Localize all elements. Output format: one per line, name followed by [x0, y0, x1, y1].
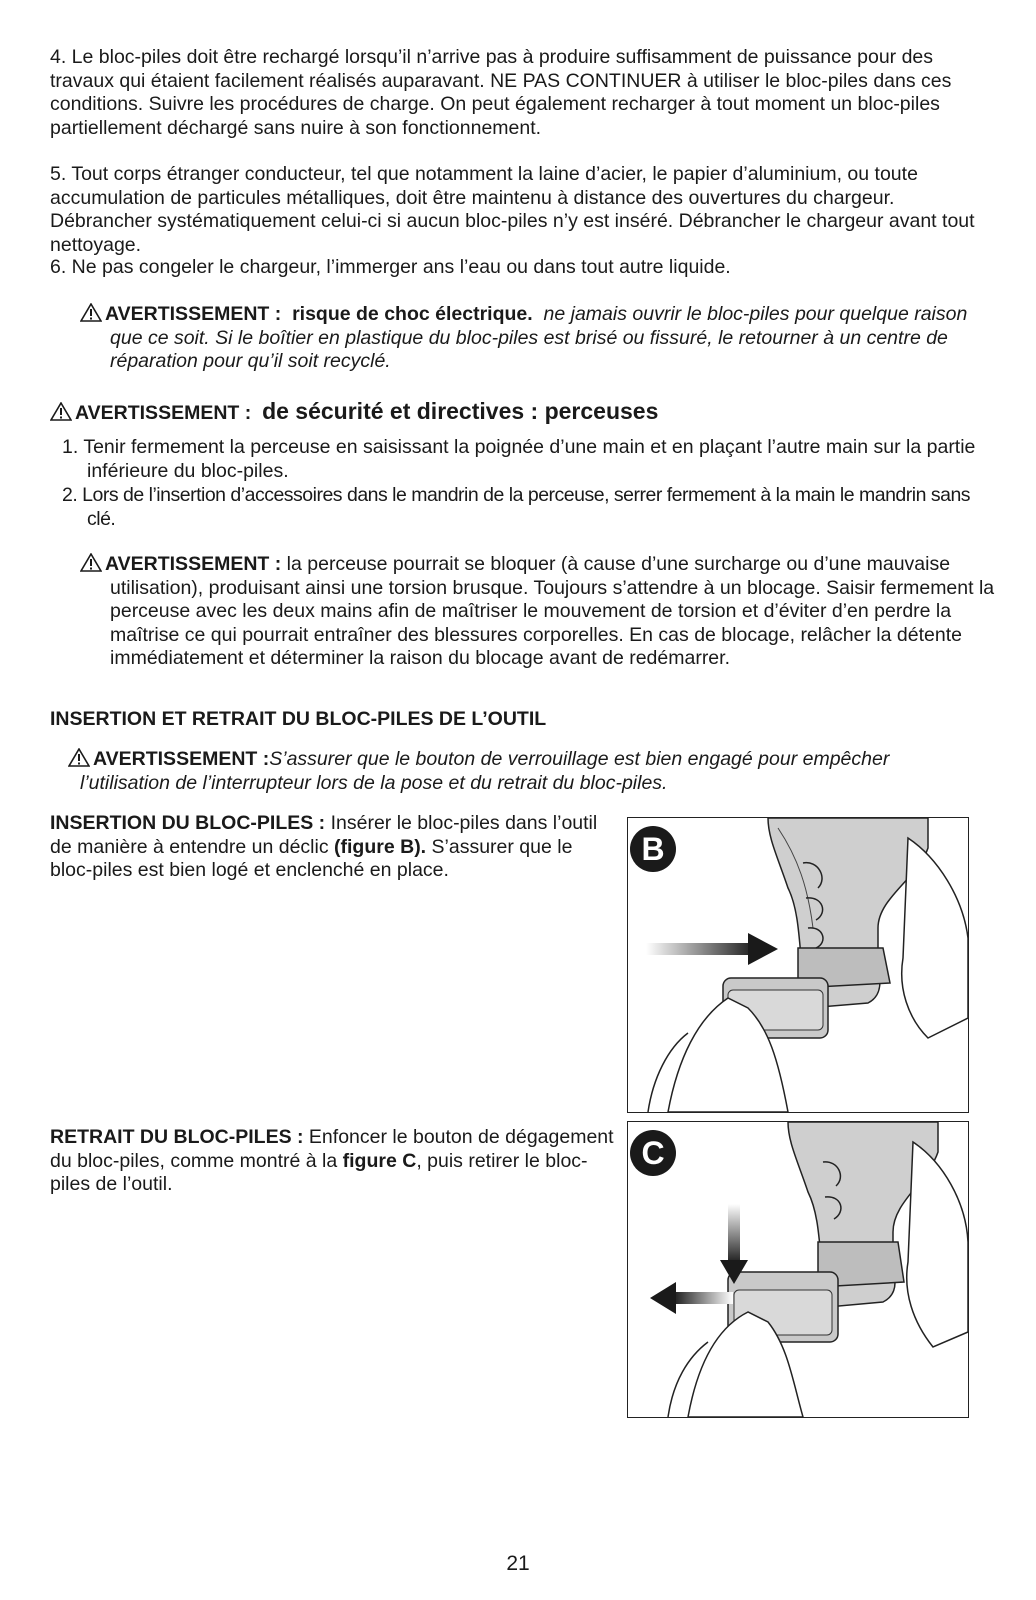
figure-b-badge: B: [630, 826, 676, 872]
warning-triangle-icon: [80, 303, 102, 322]
warning-label: AVERTISSEMENT :: [75, 402, 252, 424]
warning-text: S’assurer que le bouton de verrouillage est bien engagé pour empêcher l’utilisation de l’interrupteur lors de la pose et du retrait du bloc-piles.: [80, 748, 890, 794]
warning-label: AVERTISSEMENT :: [105, 303, 282, 325]
warning-triangle-icon: [50, 402, 72, 421]
insertion-paragraph: INSERTION DU BLOC-PILES : Insérer le bloc-piles dans l’outil de manière à entendre un déclic (figure B). S’assurer que le bloc-piles est bien logé et enclenché en place.: [50, 812, 598, 881]
charger-item-6: 6. Ne pas congeler le chargeur, l’immerger ans l’eau ou dans tout autre liquide.: [50, 256, 731, 278]
warning-triangle-icon: [80, 553, 102, 572]
warning-kickback: [80, 553, 1000, 671]
section-heading: INSERTION ET RETRAIT DU BLOC-PILES DE L’OUTIL: [50, 708, 547, 730]
warning-electric-shock: [80, 303, 1000, 374]
figure-b: [627, 817, 969, 1113]
warning-subject: risque de choc électrique.: [292, 303, 533, 325]
page-number: 21: [506, 1552, 530, 1575]
drill-item-2: 2. Lors de l’insertion d’accessoires dans le mandrin de la perceuse, serrer fermement à la main le mandrin sans clé.: [62, 484, 971, 530]
warning-text: la perceuse pourrait se bloquer (à cause d’une surcharge ou d’une mauvaise utilisation), produisant ainsi une torsion brusque. Toujours s’attendre à un blocage. Saisir fermement la perceuse avec les deux mains afin de maîtriser le mouvement de torsion et d’éviter d’en perdre la maîtrise ce qui pourrait entraîner des blessures corporelles. En cas de blocage, relâcher la détente immédiatement et déterminer la raison du blocage avant de redémarrer.: [110, 553, 995, 669]
battery-insertion-illustration: [628, 818, 968, 1112]
battery-removal-illustration: [628, 1122, 968, 1417]
warning-label: AVERTISSEMENT :: [105, 553, 282, 575]
charger-item-5: 5. Tout corps étranger conducteur, tel que notamment la laine d’acier, le papier d’aluminium, ou toute accumulation de particules métalliques, doit être maintenu à distance des ouvertures du chargeur. Débrancher systématiquement celui-ci si aucun bloc-piles n’y est inséré. Débrancher le chargeur avant tout nettoyage.: [50, 163, 975, 256]
warning-triangle-icon: [68, 748, 90, 767]
figure-b-ref: (figure B).: [334, 835, 427, 858]
figure-c-ref: figure C: [342, 1149, 417, 1172]
removal-label: RETRAIT DU BLOC-PILES :: [50, 1126, 304, 1148]
figure-c: [627, 1121, 969, 1418]
charger-item-4: 4. Le bloc-piles doit être rechargé lorsqu’il n’arrive pas à produire suffisamment de puissance pour des travaux qui étaient facilement réalisés auparavant. NE PAS CONTINUER à utiliser le bloc-piles dans ces conditions. Suivre les procédures de charge. On peut également recharger à tout moment un bloc-piles partiellement déchargé sans nuire à son fonctionnement.: [50, 46, 952, 139]
drill-safety-heading: [50, 400, 980, 426]
warning-lock-button: [68, 748, 970, 795]
drill-item-1: 1. Tenir fermement la perceuse en saisissant la poignée d’une main et en plaçant l’autre main sur la partie inférieure du bloc-piles.: [62, 436, 976, 482]
removal-paragraph: RETRAIT DU BLOC-PILES : Enfoncer le bouton de dégagement du bloc-piles, comme montré à la figure C, puis retirer le bloc-piles de l’outil.: [50, 1126, 614, 1195]
warning-text: ne jamais ouvrir le bloc-piles pour quelque raison que ce soit. Si le boîtier en plastique du bloc-piles est brisé ou fissuré, le retourner à un centre de réparation pour qu’il soit recyclé.: [110, 303, 968, 372]
insertion-label: INSERTION DU BLOC-PILES :: [50, 812, 326, 834]
warning-label: AVERTISSEMENT :: [93, 748, 270, 770]
figure-c-badge: C: [630, 1130, 676, 1176]
drill-safety-title: de sécurité et directives : perceuses: [262, 398, 659, 424]
